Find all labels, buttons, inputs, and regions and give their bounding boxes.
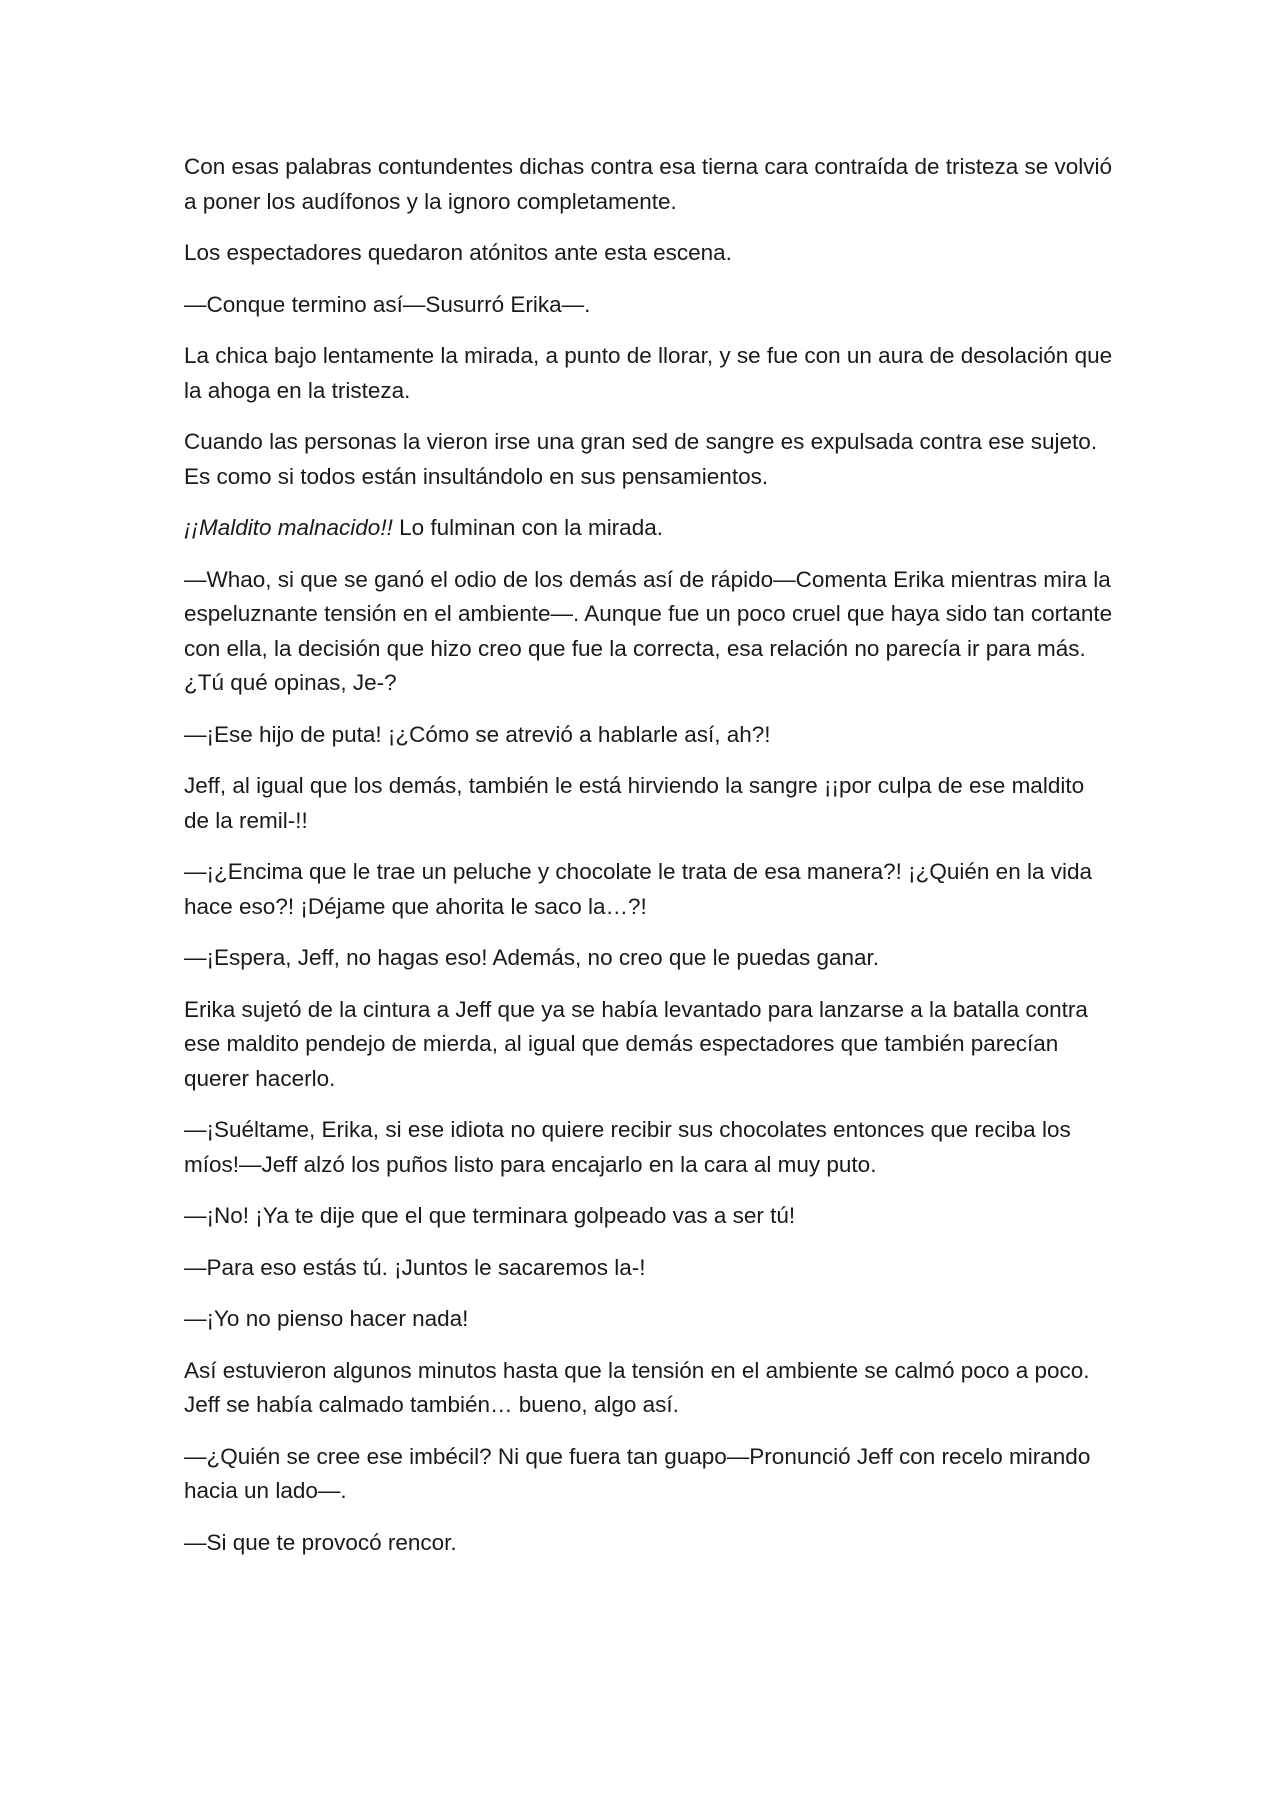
paragraph — [184, 511, 1114, 546]
paragraph: —¡Ese hijo de puta! ¡¿Cómo se atrevió a hablarle así, ah?! — [184, 721, 771, 747]
paragraph: Los espectadores quedaron atónitos ante esta escena. — [184, 240, 732, 265]
paragraph: —¡¿Encima que le trae un peluche y chocolate le trata de esa manera?! ¡¿Quién en la vida hace eso?! ¡Déjame que ahorita le saco la…?! — [184, 859, 1092, 919]
body-text — [184, 150, 1114, 1577]
paragraph: —Si que te provocó rencor. — [184, 1529, 457, 1555]
paragraph: —¡Yo no pienso hacer nada! — [184, 1306, 469, 1331]
paragraph: —Conque termino así—Susurró Erika—. — [184, 291, 591, 317]
paragraph: —¿Quién se cree ese imbécil? Ni que fuera tan guapo—Pronunció Jeff con recelo mirando hacia un lado—. — [184, 1443, 1091, 1503]
paragraph: Erika sujetó de la cintura a Jeff que ya se había levantado para lanzarse a la batalla contra ese maldito pendejo de mierda, al igual que demás espectadores que también parecían querer hacerlo. — [184, 996, 1088, 1091]
paragraph: Así estuvieron algunos minutos hasta que la tensión en el ambiente se calmó poco a poco. Jeff se había calmado también… bueno, algo así. — [184, 1357, 1090, 1417]
paragraph: —¡Suéltame, Erika, si ese idiota no quiere recibir sus chocolates entonces que reciba los míos!—Jeff alzó los puños listo para encajarlo en la cara al muy puto. — [184, 1117, 1071, 1177]
paragraph: —¡Espera, Jeff, no hagas eso! Además, no creo que le puedas ganar. — [184, 945, 880, 970]
paragraph: Jeff, al igual que los demás, también le está hirviendo la sangre ¡¡por culpa de ese maldito de la remil-!! — [184, 773, 1085, 833]
paragraph: Cuando las personas la vieron irse una gran sed de sangre es expulsada contra ese sujeto. Es como si todos están insultándolo en sus pensamientos. — [184, 429, 1098, 489]
paragraph: —Para eso estás tú. ¡Juntos le sacaremos la-! — [184, 1254, 646, 1280]
paragraph-text: Lo fulminan con la mirada. — [392, 515, 663, 540]
paragraph: —Whao, si que se ganó el odio de los demás así de rápido—Comenta Erika mientras mira la espeluznante tensión en el ambiente—. Aunque fue un poco cruel que haya sido tan cortante con ella, la decisión que hizo creo que fue la correcta, esa relación no parecía ir para más. ¿Tú qué opinas, Je-? — [184, 566, 1113, 695]
paragraph: Con esas palabras contundentes dichas contra esa tierna cara contraída de tristeza se volvió a poner los audífonos y la ignoro completamente. — [184, 154, 1113, 214]
italic-thought: ¡¡Maldito malnacido!! — [184, 515, 393, 540]
paragraph: —¡No! ¡Ya te dije que el que terminara golpeado vas a ser tú! — [184, 1203, 796, 1228]
paragraph: La chica bajo lentamente la mirada, a punto de llorar, y se fue con un aura de desolación que la ahoga en la tristeza. — [184, 343, 1113, 403]
